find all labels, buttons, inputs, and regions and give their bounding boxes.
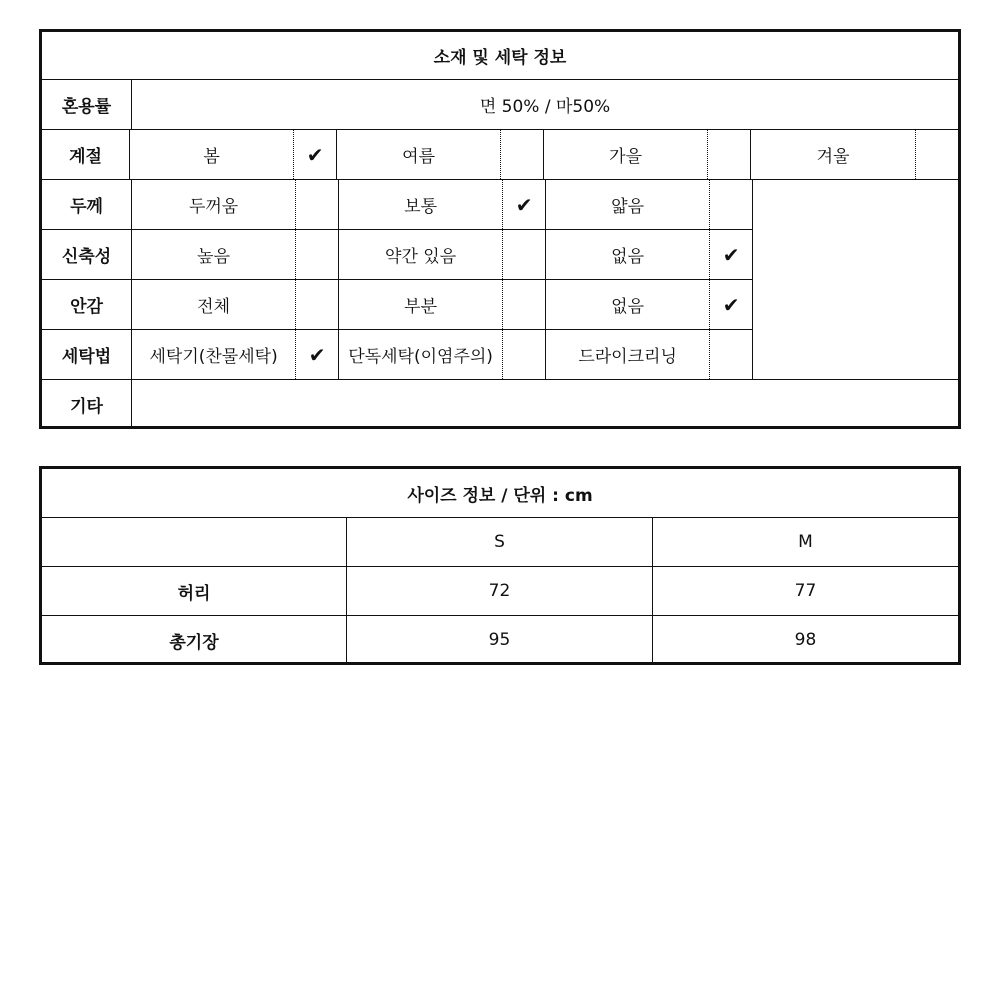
season-label: 계절	[42, 130, 130, 179]
season-option-text: 봄	[130, 130, 294, 179]
check-mark-icon: ✔	[306, 142, 324, 167]
lining-label: 안감	[42, 280, 132, 329]
size-header-m: M	[798, 532, 813, 552]
empty-merged-cell	[753, 329, 958, 379]
season-row	[42, 129, 958, 179]
check-mark-icon	[916, 130, 958, 179]
check-mark-icon: ✔	[722, 292, 740, 317]
check-mark-icon: ✔	[722, 242, 740, 267]
thickness-option-text: 두꺼움	[132, 180, 296, 229]
size-value: 95	[347, 616, 653, 664]
check-mark-icon: ✔	[308, 342, 326, 367]
check-mark-icon	[503, 330, 545, 379]
lining-option	[546, 280, 753, 329]
material-table-title: 소재 및 세탁 정보	[433, 48, 567, 68]
stretch-option	[132, 230, 339, 279]
thickness-option-text: 얇음	[546, 180, 710, 229]
season-option	[544, 130, 751, 179]
size-title-row	[42, 469, 958, 517]
stretch-option	[546, 230, 753, 279]
check-mark-icon	[501, 130, 543, 179]
size-value: 77	[794, 581, 817, 601]
empty-merged-cell	[753, 180, 958, 229]
size-row-label: 총기장	[42, 616, 347, 664]
lining-option-text: 전체	[132, 280, 296, 329]
table-row	[42, 615, 958, 664]
washing-row	[42, 329, 958, 379]
check-mark-icon: ✔	[515, 192, 533, 217]
washing-option	[546, 330, 753, 379]
washing-option	[339, 330, 546, 379]
blend-label: 혼용률	[42, 80, 132, 129]
lining-row	[42, 279, 958, 329]
season-option	[130, 130, 337, 179]
blend-row	[42, 79, 958, 129]
check-mark-icon	[710, 330, 752, 379]
size-header-s: S	[347, 518, 653, 566]
size-info-table	[39, 466, 961, 665]
washing-option-text: 단독세탁(이염주의)	[339, 330, 503, 379]
size-header-blank	[42, 518, 347, 566]
check-mark-icon	[503, 280, 545, 329]
check-mark-icon	[708, 130, 750, 179]
size-value: 98	[794, 630, 817, 650]
stretch-row	[42, 229, 958, 279]
stretch-option-text: 높음	[132, 230, 296, 279]
check-mark-icon	[296, 230, 338, 279]
other-row	[42, 379, 958, 429]
lining-option-text: 없음	[546, 280, 710, 329]
size-header-row	[42, 517, 958, 566]
size-value: 72	[347, 567, 653, 615]
lining-option-text: 부분	[339, 280, 503, 329]
washing-option-text: 세탁기(찬물세탁)	[132, 330, 296, 379]
size-row-label: 허리	[42, 567, 347, 615]
material-info-table	[39, 29, 961, 429]
washing-label: 세탁법	[42, 330, 132, 379]
washing-option	[132, 330, 339, 379]
stretch-option	[339, 230, 546, 279]
thickness-row	[42, 179, 958, 229]
empty-merged-cell	[753, 229, 958, 279]
blend-value: 면 50% / 마50%	[479, 97, 611, 117]
other-label: 기타	[42, 380, 132, 429]
material-title-row	[42, 32, 958, 79]
season-option	[337, 130, 544, 179]
lining-option	[132, 280, 339, 329]
season-option	[751, 130, 958, 179]
season-option-text: 여름	[337, 130, 501, 179]
check-mark-icon	[710, 180, 752, 229]
stretch-option-text: 없음	[546, 230, 710, 279]
season-option-text: 겨울	[751, 130, 916, 179]
thickness-option	[132, 180, 339, 229]
check-mark-icon	[296, 280, 338, 329]
thickness-option	[546, 180, 753, 229]
check-mark-icon	[503, 230, 545, 279]
other-value	[132, 380, 958, 429]
table-row	[42, 566, 958, 615]
washing-option-text: 드라이크리닝	[546, 330, 710, 379]
thickness-option-text: 보통	[339, 180, 503, 229]
thickness-option	[339, 180, 546, 229]
size-table-title: 사이즈 정보 / 단위 : cm	[407, 485, 593, 506]
stretch-option-text: 약간 있음	[339, 230, 503, 279]
season-option-text: 가을	[544, 130, 708, 179]
lining-option	[339, 280, 546, 329]
stretch-label: 신축성	[42, 230, 132, 279]
thickness-label: 두께	[42, 180, 132, 229]
check-mark-icon	[296, 180, 338, 229]
empty-merged-cell	[753, 279, 958, 329]
